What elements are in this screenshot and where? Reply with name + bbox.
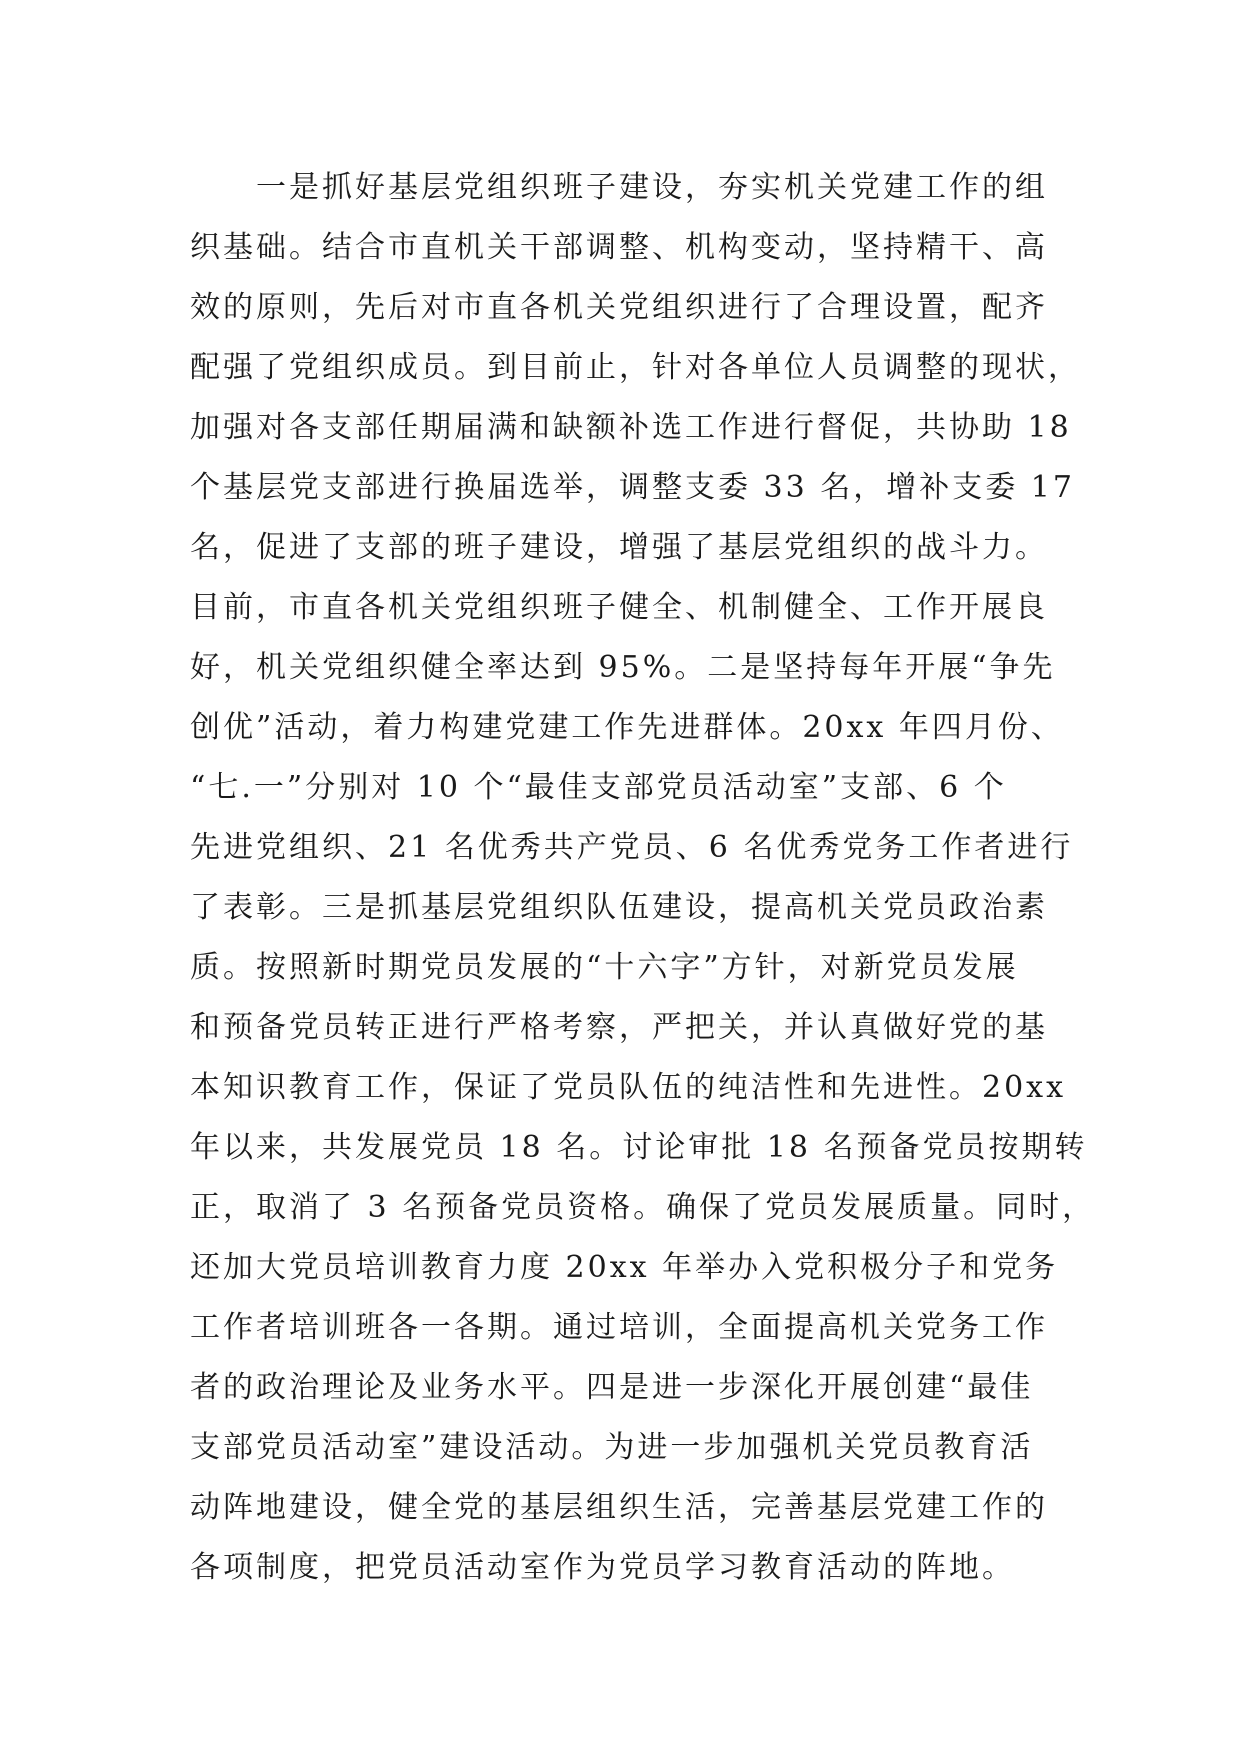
text-line: 年以来，共发展党员 18 名。讨论审批 18 名预备党员按期转 [190,1130,1088,1165]
text-line: 配强了党组织成员。到目前止，针对各单位人员调整的现状， [190,350,1081,385]
text-line: 效的原则，先后对市直各机关党组织进行了合理设置，配齐 [190,290,1048,325]
text-line: 个基层党支部进行换届选举，调整支委 33 名，增补支委 17 [190,470,1075,505]
text-line: 先进党组织、21 名优秀共产党员、6 名优秀党务工作者进行 [190,830,1074,865]
text-line: 加强对各支部任期届满和缺额补选工作进行督促，共协助 18 [190,410,1072,445]
text-line: 质。按照新时期党员发展的“十六字”方针，对新党员发展 [190,950,1019,985]
text-line: 和预备党员转正进行严格考察，严把关，并认真做好党的基 [190,1010,1048,1045]
text-line: 工作者培训班各一各期。通过培训，全面提高机关党务工作 [190,1310,1048,1345]
text-line: 各项制度，把党员活动室作为党员学习教育活动的阵地。 [190,1550,1015,1585]
text-line: 一是抓好基层党组织班子建设，夯实机关党建工作的组 [256,170,1048,205]
text-line: 织基础。结合市直机关干部调整、机构变动，坚持精干、高 [190,230,1048,265]
text-line: 了表彰。三是抓基层党组织队伍建设，提高机关党员政治素 [190,890,1048,925]
text-line: 正，取消了 3 名预备党员资格。确保了党员发展质量。同时， [190,1190,1096,1225]
text-line: 者的政治理论及业务水平。四是进一步深化开展创建“最佳 [190,1370,1034,1405]
text-line: 本知识教育工作，保证了党员队伍的纯洁性和先进性。20xx [190,1070,1067,1105]
text-line: 好，机关党组织健全率达到 95%。二是坚持每年开展“争先 [190,650,1056,685]
text-line: “七.一”分别对 10 个“最佳支部党员活动室”支部、6 个 [190,770,1007,805]
text-line: 目前，市直各机关党组织班子健全、机制健全、工作开展良 [190,590,1048,625]
text-line: 支部党员活动室”建设活动。为进一步加强机关党员教育活 [190,1430,1034,1465]
body-paragraph [190,158,1096,1598]
text-line: 创优”活动，着力构建党建工作先进群体。20xx 年四月份、 [190,710,1064,745]
text-line: 还加大党员培训教育力度 20xx 年举办入党积极分子和党务 [190,1250,1059,1285]
text-line: 名，促进了支部的班子建设，增强了基层党组织的战斗力。 [190,530,1048,565]
text-line: 动阵地建设，健全党的基层组织生活，完善基层党建工作的 [190,1490,1048,1525]
